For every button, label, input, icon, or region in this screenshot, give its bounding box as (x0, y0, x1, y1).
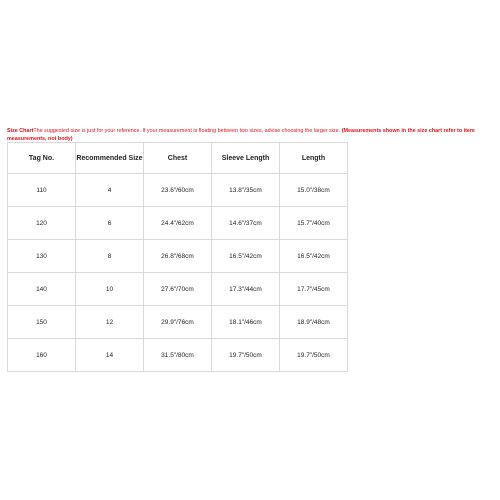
header-tag-no: Tag No. (8, 143, 76, 174)
header-length: Length (280, 143, 348, 174)
cell-sleeve-length: 14.6"/37cm (212, 207, 280, 240)
cell-length: 16.5"/42cm (280, 240, 348, 273)
cell-tag-no: 150 (8, 306, 76, 339)
cell-sleeve-length: 16.5"/42cm (212, 240, 280, 273)
cell-recommended-size: 12 (76, 306, 144, 339)
cell-sleeve-length: 19.7"/50cm (212, 339, 280, 372)
header-chest: Chest (144, 143, 212, 174)
size-chart-note (7, 127, 493, 143)
table-row (8, 240, 348, 273)
header-recommended-size: Recommended Size (76, 143, 144, 174)
header-row (8, 143, 348, 174)
cell-recommended-size: 4 (76, 174, 144, 207)
cell-chest: 27.6"/70cm (144, 273, 212, 306)
table-row (8, 174, 348, 207)
table-row (8, 207, 348, 240)
cell-chest: 23.6"/60cm (144, 174, 212, 207)
header-sleeve-length: Sleeve Length (212, 143, 280, 174)
cell-chest: 26.8"/68cm (144, 240, 212, 273)
cell-recommended-size: 8 (76, 240, 144, 273)
cell-recommended-size: 10 (76, 273, 144, 306)
cell-chest: 31.5"/80cm (144, 339, 212, 372)
cell-recommended-size: 14 (76, 339, 144, 372)
cell-chest: 29.9"/76cm (144, 306, 212, 339)
cell-sleeve-length: 17.3"/44cm (212, 273, 280, 306)
size-chart-advice: The suggested size is just for your reference. If your measurement is floating between two sizes, advise choosing the larger size. (33, 128, 342, 134)
cell-tag-no: 160 (8, 339, 76, 372)
cell-sleeve-length: 13.8"/35cm (212, 174, 280, 207)
cell-tag-no: 120 (8, 207, 76, 240)
cell-length: 18.9"/48cm (280, 306, 348, 339)
size-chart-measurement-note: (Measurements shown in the size chart refer to item measurements, not body) (7, 128, 475, 142)
cell-length: 17.7"/45cm (280, 273, 348, 306)
cell-length: 15.7"/40cm (280, 207, 348, 240)
table-row (8, 273, 348, 306)
table-row (8, 339, 348, 372)
table-row (8, 306, 348, 339)
cell-length: 19.7"/50cm (280, 339, 348, 372)
cell-recommended-size: 6 (76, 207, 144, 240)
size-chart-table (7, 142, 348, 372)
cell-chest: 24.4"/62cm (144, 207, 212, 240)
cell-tag-no: 110 (8, 174, 76, 207)
cell-tag-no: 130 (8, 240, 76, 273)
cell-tag-no: 140 (8, 273, 76, 306)
cell-sleeve-length: 18.1"/46cm (212, 306, 280, 339)
size-chart-title: Size Chart (7, 128, 34, 134)
cell-length: 15.0"/38cm (280, 174, 348, 207)
